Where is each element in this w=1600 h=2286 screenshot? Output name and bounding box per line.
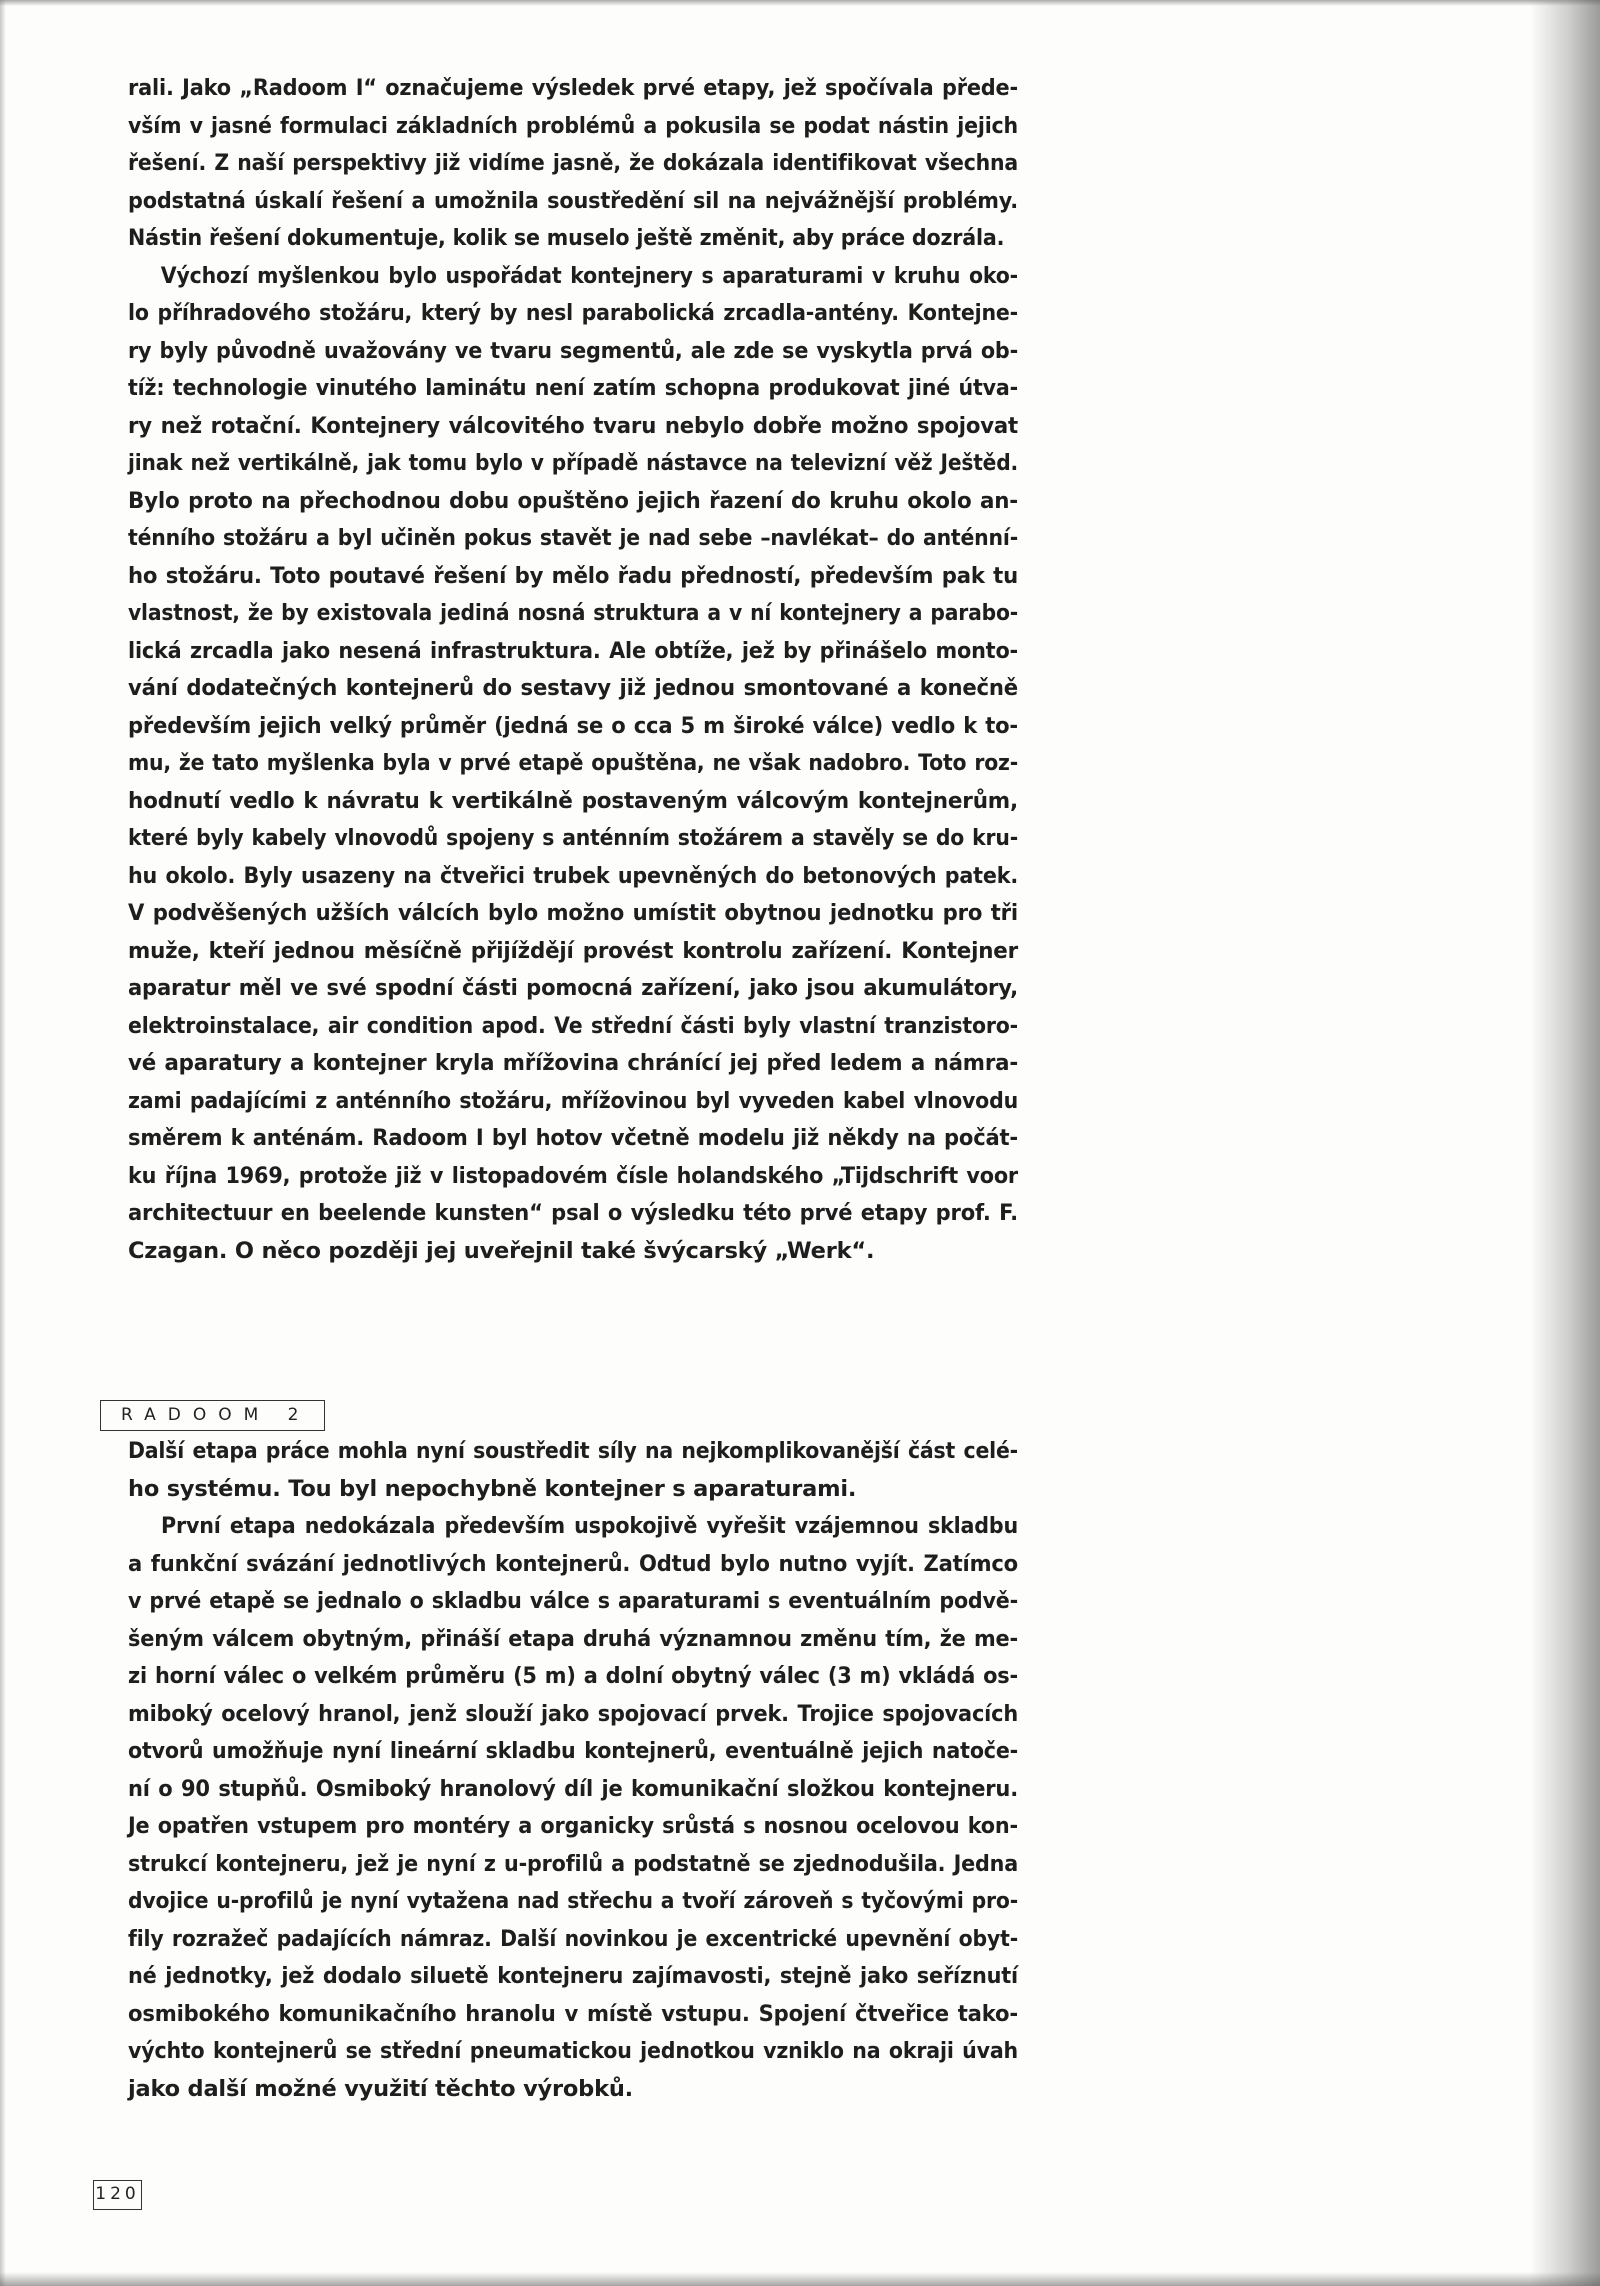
text-line: lická zrcadla jako nesená infrastruktura. Ale obtíže, jež by přinášelo monto- xyxy=(128,637,1018,664)
text-line: ténního stožáru a byl učiněn pokus stavět je nad sebe –navlékat– do anténní- xyxy=(128,525,1018,551)
text-line: zami padajícími z anténního stožáru, mřížovinou byl vyveden kabel vlnovodu xyxy=(128,1087,1018,1114)
text-line: architectuur en beelende kunsten“ psal o výsledku této prvé etapy prof. F. xyxy=(128,1200,1018,1226)
text-line: vání dodatečných kontejnerů do sestavy již jednou smontované a konečně xyxy=(128,675,1018,701)
text-line: mu, že tato myšlenka byla v prvé etapě opuštěna, ne však nadobro. Toto roz- xyxy=(128,750,1018,776)
text-line: ho stožáru. Toto poutavé řešení by mělo řadu předností, především pak tu xyxy=(128,562,1018,589)
text-line: lo příhradového stožáru, který by nesl parabolická zrcadla-antény. Kontejne- xyxy=(128,300,1018,326)
text-line: muže, kteří jednou měsíčně přijíždějí provést kontrolu zařízení. Kontejner xyxy=(128,937,1018,964)
text-line: výchto kontejnerů se střední pneumatickou jednotkou vzniklo na okraji úvah xyxy=(128,2038,1018,2064)
text-line: Je opatřen vstupem pro montéry a organicky srůstá s nosnou ocelovou kon- xyxy=(128,1813,1018,1839)
text-line: jinak než vertikálně, jak tomu bylo v případě nástavce na televizní věž Ještěd. xyxy=(128,450,1018,476)
text-line: aparatur měl ve své spodní části pomocná zařízení, jako jsou akumulátory, xyxy=(128,975,1018,1001)
text-line: miboký ocelový hranol, jenž slouží jako spojovací prvek. Trojice spojovacích xyxy=(128,1700,1018,1727)
section-1-body xyxy=(128,70,1018,1270)
text-line: zi horní válec o velkém průměru (5 m) a dolní obytný válec (3 m) vkládá os- xyxy=(128,1663,1018,1689)
text-line: ry než rotační. Kontejnery válcovitého tvaru nebylo dobře možno spojovat xyxy=(128,412,1018,439)
text-line: fily rozražeč padajících námraz. Další novinkou je excentrické upevnění obyt- xyxy=(128,1925,1018,1952)
page-number: 120 xyxy=(93,2180,142,2210)
text-line: v prvé etapě se jednalo o skladbu válce s aparaturami s eventuálním podvě- xyxy=(128,1588,1018,1614)
text-line: Výchozí myšlenkou bylo uspořádat kontejnery s aparaturami v kruhu oko- xyxy=(160,262,1018,289)
text-line: hu okolo. Byly usazeny na čtveřici trubek upevněných do betonových patek. xyxy=(128,862,1018,889)
text-line: elektroinstalace, air condition apod. Ve střední části byly vlastní tranzistoro- xyxy=(128,1012,1018,1039)
text-line: hodnutí vedlo k návratu k vertikálně postaveným válcovým kontejnerům, xyxy=(128,787,1018,814)
page-edge-shadow-right xyxy=(1530,0,1600,2286)
page-edge-shadow-bottom xyxy=(0,2272,1600,2286)
page-edge-shadow-top xyxy=(0,0,1600,6)
text-line: vé aparatury a kontejner kryla mřížovina chránící jej před ledem a námra- xyxy=(128,1050,1018,1076)
section-heading-radoom-2: RADOOM 2 xyxy=(100,1400,325,1431)
text-line: vším v jasné formulaci základních problémů a pokusila se podat nástin jejich xyxy=(128,112,1018,139)
text-line: ho systému. Tou byl nepochybně kontejner s aparaturami. xyxy=(128,1475,857,1502)
text-line: Nástin řešení dokumentuje, kolik se muselo ještě změnit, aby práce dozrála. xyxy=(128,225,1005,251)
text-line: strukcí kontejneru, jež je nyní z u-profilů a podstatně se zjednodušila. Jedna xyxy=(128,1850,1018,1877)
text-line: Bylo proto na přechodnou dobu opuštěno jejich řazení do kruhu okolo an- xyxy=(128,487,1018,514)
text-line: vlastnost, že by existovala jediná nosná struktura a v ní kontejnery a parabo- xyxy=(128,600,1018,626)
text-line: otvorů umožňuje nyní lineární skladbu kontejnerů, eventuálně jejich natoče- xyxy=(128,1738,1018,1764)
text-line: řešení. Z naší perspektivy již vidíme jasně, že dokázala identifikovat všechna xyxy=(128,150,1018,176)
text-line: které byly kabely vlnovodů spojeny s anténním stožárem a stavěly se do kru- xyxy=(128,825,1018,851)
text-line: Další etapa práce mohla nyní soustředit síly na nejkomplikovanější část celé- xyxy=(128,1438,1018,1464)
text-line: První etapa nedokázala především uspokojivě vyřešit vzájemnou skladbu xyxy=(161,1513,1018,1539)
text-line: podstatná úskalí řešení a umožnila soustředění sil na nejvážnější problémy. xyxy=(128,187,1018,214)
text-line: tíž: technologie vinutého laminátu není zatím schopna produkovat jiné útva- xyxy=(128,375,1018,401)
text-line: né jednotky, jež dodalo siluetě kontejneru zajímavosti, stejně jako seříznutí xyxy=(128,1963,1018,1989)
text-line: jako další možné využití těchto výrobků. xyxy=(128,2075,633,2102)
text-line: Czagan. O něco později jej uveřejnil také švýcarský „Werk“. xyxy=(128,1237,875,1264)
text-line: směrem k anténám. Radoom I byl hotov včetně modelu již někdy na počát- xyxy=(128,1125,1018,1151)
text-line: ry byly původně uvažovány ve tvaru segmentů, ale zde se vyskytla prvá ob- xyxy=(128,337,1018,364)
text-line: a funkční svázání jednotlivých kontejnerů. Odtud bylo nutno vyjít. Zatímco xyxy=(128,1550,1018,1577)
text-line: rali. Jako „Radoom I“ označujeme výsledek prvé etapy, jež spočívala přede- xyxy=(128,75,1018,101)
text-line: především jejich velký průměr (jedná se o cca 5 m široké válce) vedlo k to- xyxy=(128,712,1018,739)
text-line: šeným válcem obytným, přináší etapa druhá významnou změnu tím, že me- xyxy=(128,1625,1018,1652)
text-line: V podvěšených užších válcích bylo možno umístit obytnou jednotku pro tři xyxy=(128,900,1018,926)
text-line: ku října 1969, protože již v listopadovém čísle holandského „Tijdschrift voor xyxy=(128,1162,1018,1189)
text-line: osmibokého komunikačního hranolu v místě vstupu. Spojení čtveřice tako- xyxy=(128,2000,1018,2027)
text-line: ní o 90 stupňů. Osmiboký hranolový díl je komunikační složkou kontejneru. xyxy=(128,1775,1018,1802)
text-line: dvojice u-profilů je nyní vytažena nad střechu a tvoří zároveň s tyčovými pro- xyxy=(128,1888,1018,1914)
page-edge-shadow-left xyxy=(0,0,6,2286)
section-2-body xyxy=(128,1433,1018,2108)
